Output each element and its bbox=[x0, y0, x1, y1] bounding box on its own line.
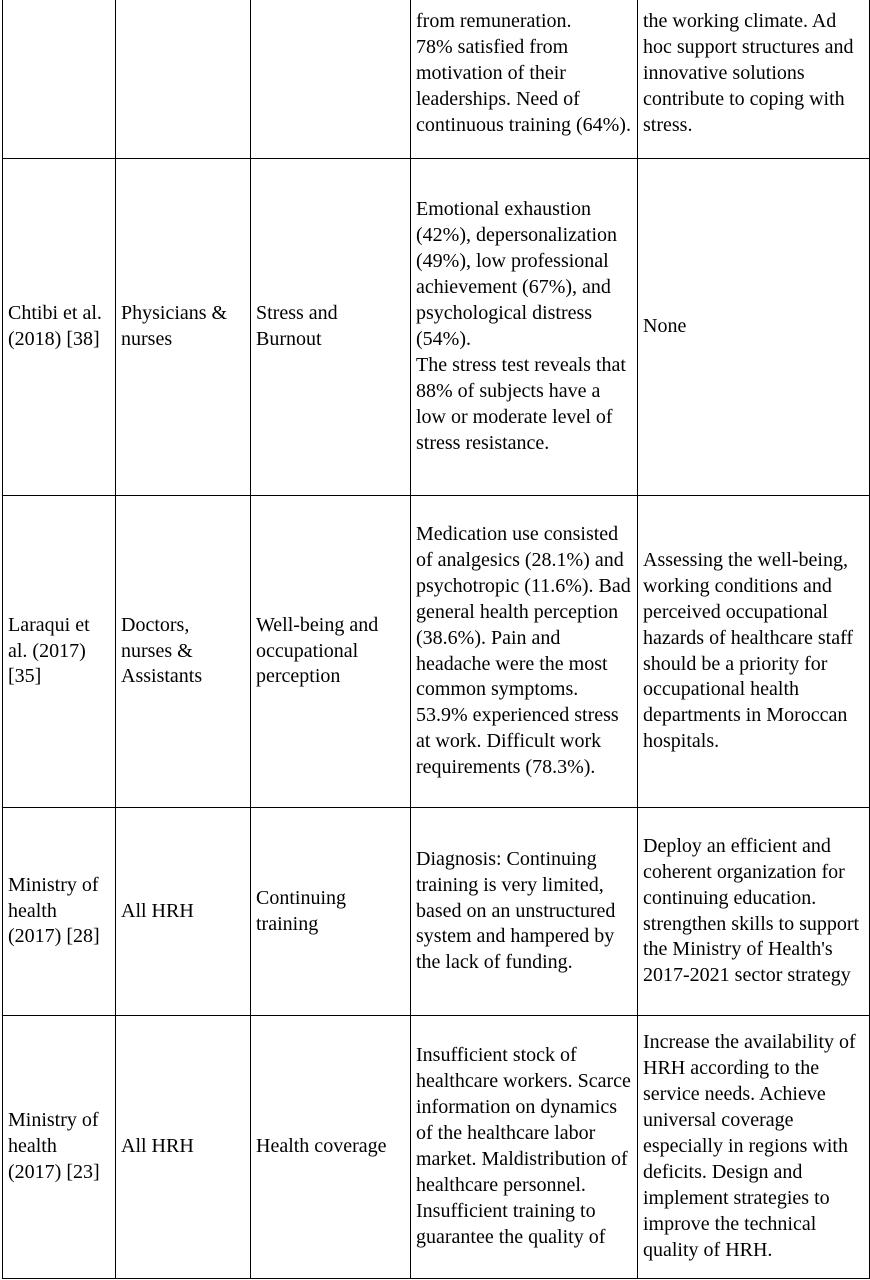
recommendations-cell: the working climate. Ad hoc support structures and innovative solutions contribute to coping with stress. bbox=[638, 0, 870, 159]
recommendations-cell: None bbox=[638, 159, 870, 496]
theme-cell: Stress and Burnout bbox=[251, 159, 411, 496]
results-cell: Medication use consisted of analgesics (28.1%) and psychotropic (11.6%). Bad general health perception (38.6%). Pain and headache were the most common symptoms. 53.9% experienced stress at work. Difficult work requirements (78.3%). bbox=[411, 496, 638, 808]
table-row bbox=[3, 1016, 870, 1279]
table-row bbox=[3, 0, 870, 159]
author-cell: Laraqui et al. (2017) [35] bbox=[3, 496, 116, 808]
author-cell: Ministry of health (2017) [28] bbox=[3, 808, 116, 1016]
table-row bbox=[3, 159, 870, 496]
recommendations-cell: Increase the availability of HRH according to the service needs. Achieve universal coverage especially in regions with deficits. Design and implement strategies to improve the technical quality of HRH. bbox=[638, 1016, 870, 1279]
population-cell bbox=[116, 0, 251, 159]
recommendations-cell: Deploy an efficient and coherent organization for continuing education. strengthen skills to support the Ministry of Health's 2017-2021 sector strategy bbox=[638, 808, 870, 1016]
population-cell: All HRH bbox=[116, 1016, 251, 1279]
results-cell: Insufficient stock of healthcare workers. Scarce information on dynamics of the healthcare labor market. Maldistribution of healthcare personnel. Insufficient training to guarantee the quality of bbox=[411, 1016, 638, 1279]
population-cell: Physicians & nurses bbox=[116, 159, 251, 496]
recommendations-cell: Assessing the well-being, working conditions and perceived occupational hazards of healthcare staff should be a priority for occupational health departments in Moroccan hospitals. bbox=[638, 496, 870, 808]
theme-cell: Continuing training bbox=[251, 808, 411, 1016]
author-cell bbox=[3, 0, 116, 159]
theme-cell: Well-being and occupational perception bbox=[251, 496, 411, 808]
table-row bbox=[3, 496, 870, 808]
population-cell: All HRH bbox=[116, 808, 251, 1016]
results-cell: Emotional exhaustion (42%), depersonalization (49%), low professional achievement (67%), and psychological distress (54%). The stress test reveals that 88% of subjects have a low or moderate level of stress resistance. bbox=[411, 159, 638, 496]
theme-cell bbox=[251, 0, 411, 159]
literature-review-table bbox=[2, 0, 870, 1279]
author-cell: Ministry of health (2017) [23] bbox=[3, 1016, 116, 1279]
author-cell: Chtibi et al. (2018) [38] bbox=[3, 159, 116, 496]
results-cell: from remuneration. 78% satisfied from motivation of their leaderships. Need of continuous training (64%). bbox=[411, 0, 638, 159]
table-row bbox=[3, 808, 870, 1016]
population-cell: Doctors, nurses & Assistants bbox=[116, 496, 251, 808]
results-cell: Diagnosis: Continuing training is very limited, based on an unstructured system and hampered by the lack of funding. bbox=[411, 808, 638, 1016]
theme-cell: Health coverage bbox=[251, 1016, 411, 1279]
